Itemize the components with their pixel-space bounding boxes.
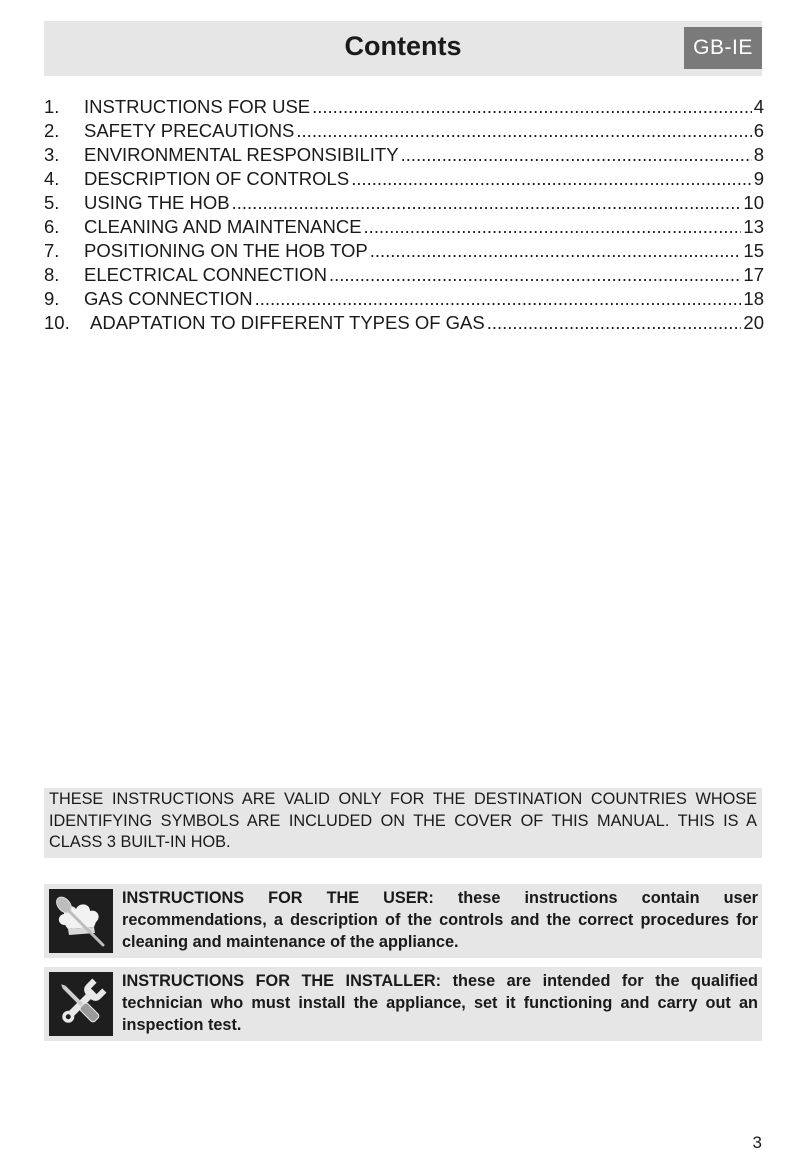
toc-leader-dots — [487, 311, 742, 335]
toc-page-number: 9 — [753, 168, 764, 189]
toc-entry[interactable] — [44, 143, 764, 167]
toc-title: ELECTRICAL CONNECTION — [84, 264, 327, 285]
toc-leader-dots — [351, 167, 752, 191]
toc-page-number: 4 — [753, 96, 764, 117]
toc-title: DESCRIPTION OF CONTROLS — [84, 168, 350, 189]
toc-page-number: 20 — [743, 312, 764, 333]
toc-page-number: 6 — [753, 120, 764, 141]
toc-leader-dots — [329, 263, 741, 287]
toc-entry[interactable] — [44, 119, 764, 143]
toc-title: CLEANING AND MAINTENANCE — [84, 216, 362, 237]
contents-header — [44, 21, 762, 76]
toc-title: SAFETY PRECAUTIONS — [84, 120, 295, 141]
toc-number: 1. — [44, 96, 60, 117]
toc-number: 7. — [44, 240, 60, 261]
toc-title: GAS CONNECTION — [84, 288, 253, 309]
toc-number: 8. — [44, 264, 60, 285]
page-number: 3 — [752, 1133, 762, 1152]
toc-leader-dots — [370, 239, 742, 263]
toc-leader-dots — [296, 119, 751, 143]
page-title: Contents — [344, 31, 462, 61]
toc-leader-dots — [312, 95, 752, 119]
toc-number: 6. — [44, 216, 60, 237]
toc-number: 2. — [44, 120, 60, 141]
toc-entry[interactable] — [44, 311, 764, 335]
toc-leader-dots — [232, 191, 742, 215]
toc-entry[interactable] — [44, 95, 764, 119]
user-instructions-text: INSTRUCTIONS FOR THE USER: these instructions contain user recommendations, a description of the controls and the correct procedures for cleaning and maintenance of the appliance. — [122, 889, 758, 951]
toc-number: 3. — [44, 144, 60, 165]
toc-number: 5. — [44, 192, 60, 213]
toc-page-number: 8 — [753, 144, 764, 165]
toc-number: 4. — [44, 168, 60, 189]
toc-number: 9. — [44, 288, 60, 309]
wrench-screwdriver-icon — [49, 972, 113, 1036]
toc-number: 10. — [44, 312, 70, 333]
toc-entry[interactable] — [44, 215, 764, 239]
toc-entry[interactable] — [44, 287, 764, 311]
table-of-contents — [44, 95, 764, 335]
toc-page-number: 10 — [743, 192, 764, 213]
language-badge: GB-IE — [684, 27, 762, 69]
toc-entry[interactable] — [44, 167, 764, 191]
toc-leader-dots — [401, 143, 752, 167]
toc-page-number: 15 — [743, 240, 764, 261]
toc-title: ADAPTATION TO DIFFERENT TYPES OF GAS — [90, 312, 485, 333]
validity-notice — [44, 788, 762, 858]
toc-entry[interactable] — [44, 263, 764, 287]
toc-title: USING THE HOB — [84, 192, 230, 213]
chef-hat-spoon-icon — [49, 889, 113, 953]
toc-entry[interactable] — [44, 191, 764, 215]
toc-page-number: 18 — [743, 288, 764, 309]
toc-page-number: 13 — [743, 216, 764, 237]
toc-title: POSITIONING ON THE HOB TOP — [84, 240, 368, 261]
toc-entry[interactable] — [44, 239, 764, 263]
toc-page-number: 17 — [743, 264, 764, 285]
toc-leader-dots — [255, 287, 742, 311]
installer-instructions-text: INSTRUCTIONS FOR THE INSTALLER: these are intended for the qualified technician who must install the appliance, set it functioning and carry out an inspection test. — [122, 972, 758, 1034]
user-instructions-box — [44, 884, 762, 958]
installer-instructions-box — [44, 967, 762, 1041]
notice-text: THESE INSTRUCTIONS ARE VALID ONLY FOR THE DESTINATION COUNTRIES WHOSE IDENTIFYING SYMBOLS ARE INCLUDED ON THE COVER OF THIS MANUAL. THIS IS A CLASS 3 BUILT-IN HOB. — [49, 790, 757, 851]
toc-leader-dots — [364, 215, 742, 239]
toc-title: INSTRUCTIONS FOR USE — [84, 96, 311, 117]
toc-title: ENVIRONMENTAL RESPONSIBILITY — [84, 144, 399, 165]
